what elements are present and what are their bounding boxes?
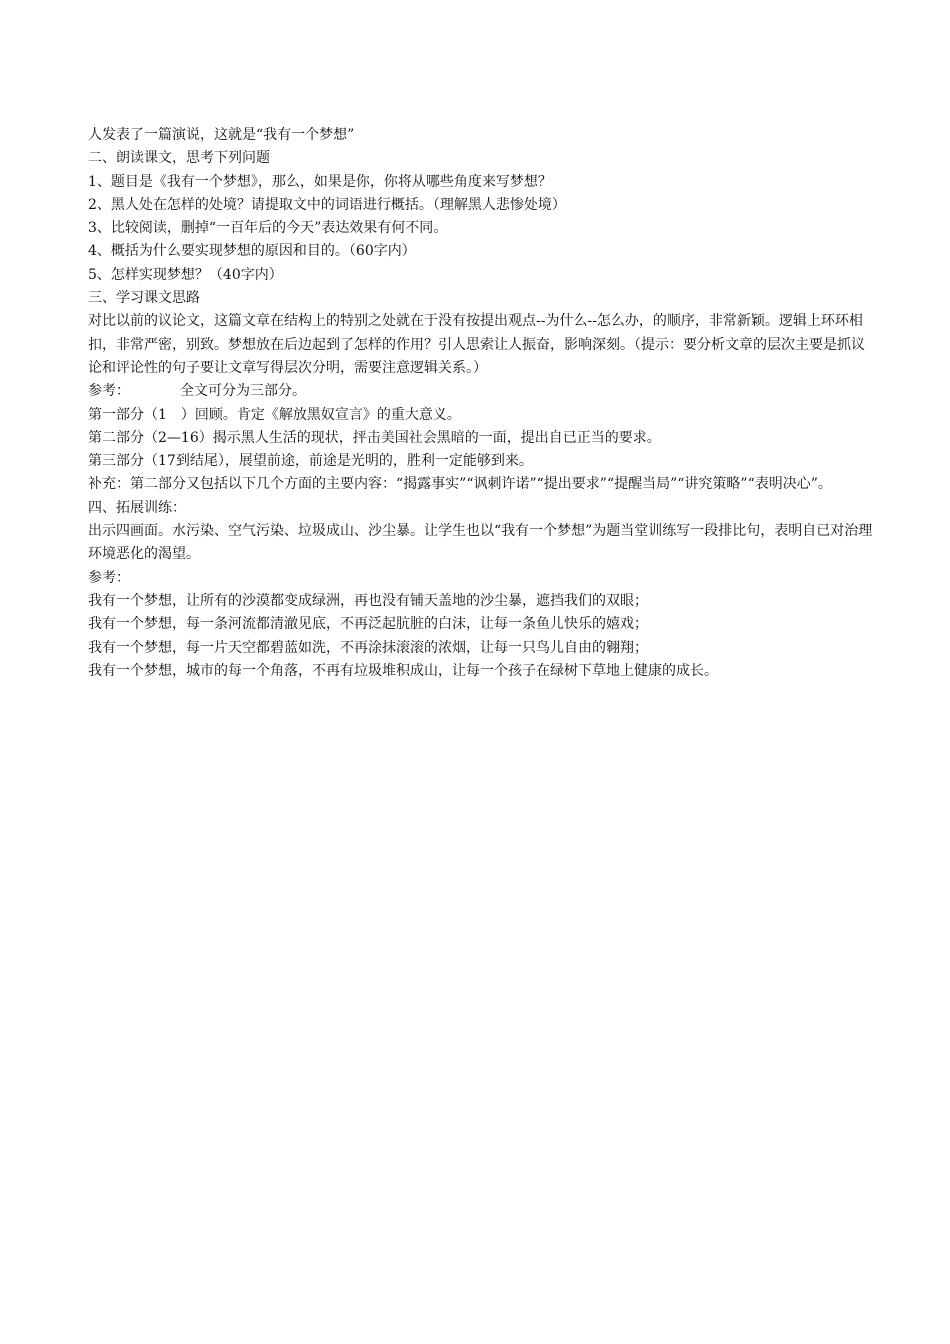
dream-line-1: 我有一个梦想，让所有的沙漠都变成绿洲，再也没有铺天盖地的沙尘暴，遮挡我们的双眼；: [88, 592, 648, 609]
dream-line-3: 我有一个梦想，每一片天空都碧蓝如洗，不再涂抹滚滚的浓烟，让每一只鸟儿自由的翱翔；: [88, 639, 648, 656]
question-3: 3、比较阅读，删掉“一百年后的今天”表达效果有何不同。: [88, 220, 448, 237]
question-2: 2、黑人处在怎样的处境？请提取文中的词语进行概括。（理解黑人悲惨处境）: [88, 196, 566, 213]
dream-line-4: 我有一个梦想，城市的每一个角落，不再有垃圾堆积成山，让每一个孩子在绿树下草地上健康的成长。: [88, 662, 718, 679]
section-4-paragraph: 出示四画面。水污染、空气污染、垃圾成山、沙尘暴。让学生也以“我有一个梦想”为题当堂训练写一段排比句，表明自已对治理环境恶化的渴望。: [88, 523, 873, 563]
structure-paragraph: 对比以前的议论文，这篇文章在结构上的特别之处就在于没有按提出观点--为什么--怎么办，的顺序，非常新颖。逻辑上环环相扣，非常严密，别致。梦想放在后边起到了怎样的作用？引人思索让人振奋，影响深刻。（提示：要分析文章的层次主要是抓议论和评论性的句子要让文章写得层次分明，需要注意逻辑关系。）: [88, 313, 865, 376]
reference-label: 参考：: [88, 383, 130, 400]
question-4: 4、概括为什么要实现梦想的原因和目的。（60字内）: [88, 243, 416, 260]
part-3: 第三部分（17到结尾），展望前途，前途是光明的，胜利一定能够到来。: [88, 453, 533, 470]
section-4-title: 四、拓展训练：: [88, 499, 186, 516]
document-page: [88, 124, 878, 683]
reference-label-2: 参考：: [88, 569, 130, 586]
question-1: 1、题目是《我有一个梦想》，那么，如果是你，你将从哪些角度来写梦想？: [88, 173, 552, 190]
reference-text: 全文可分为三部分。: [180, 383, 306, 400]
supplement-paragraph: 补充：第二部分又包括以下几个方面的主要内容：“揭露事实”“讽刺许诺”“提出要求”“提醒当局”“讲究策略”“表明决心”。: [88, 476, 832, 493]
dream-line-2: 我有一个梦想，每一条河流都清澈见底，不再泛起肮脏的白沫，让每一条鱼儿快乐的嬉戏；: [88, 616, 648, 633]
section-2-title: 二、朗读课文，思考下列问题: [88, 150, 270, 167]
reference-line: [88, 380, 878, 403]
question-5: 5、怎样实现梦想？（40字内）: [88, 266, 283, 283]
intro-line: 人发表了一篇演说，这就是“我有一个梦想”: [88, 127, 355, 143]
section-3-title: 三、学习课文思路: [88, 290, 200, 307]
part-2: 第二部分（2—16）揭示黑人生活的现状，抨击美国社会黑暗的一面，提出自已正当的要求。: [88, 429, 661, 446]
part-1: 第一部分（1 ）回顾。肯定《解放黑奴宣言》的重大意义。: [88, 406, 461, 423]
